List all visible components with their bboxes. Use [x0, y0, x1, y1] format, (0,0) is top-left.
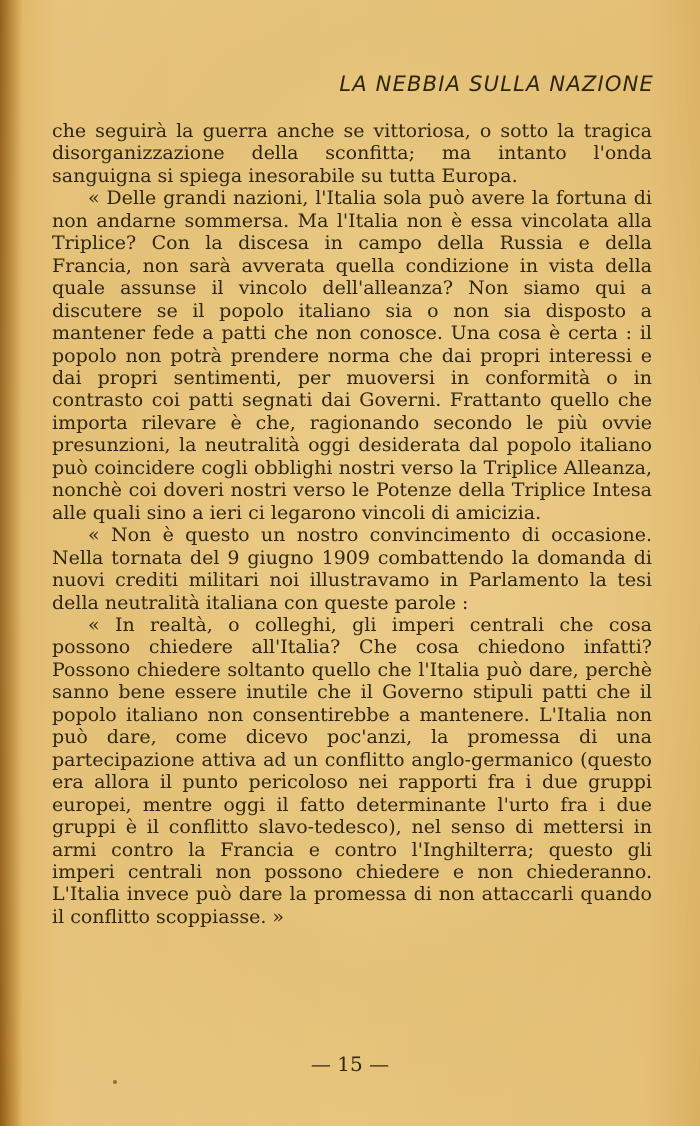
paragraph-3: « Non è questo un nostro convincimento di occasione. Nella tornata del 9 giugno 1909 combattendo la domanda di nuovi crediti militari noi illustravamo in Parlamento la tesi della neutralità italiana con queste parole : [52, 524, 652, 614]
paper-speck [113, 1080, 117, 1084]
paragraph-1: che seguirà la guerra anche se vittoriosa, o sotto la tragica disorganizzazione della sconfitta; ma intanto l'onda sanguigna si spiega inesorabile su tutta Europa. [52, 120, 652, 187]
spine-shadow [0, 0, 22, 1126]
paragraph-2: « Delle grandi nazioni, l'Italia sola può avere la fortuna di non andarne sommersa. Ma l'Italia non è essa vincolata alla Triplice? Con la discesa in campo della Russia e della Francia, non sarà avverata quella condizione in vista della quale assunse il vincolo dell'alleanza? Non siamo qui a discutere se il popolo italiano sia o non sia disposto a mantener fede a patti che non conosce. Una cosa è certa : il popolo non potrà prendere norma che dai propri interessi e dai propri sentimenti, per muoversi in conformità o in contrasto coi patti segnati dai Governi. Frattanto quello che importa rilevare è che, ragionando secondo le più ovvie presunzioni, la neutralità oggi desiderata dal popolo italiano può coincidere cogli obblighi nostri verso la Triplice Alleanza, nonchè coi doveri nostri verso le Potenze della Triplice Intesa alle quali sino a ieri ci legarono vincoli di amicizia. [52, 187, 652, 524]
paragraph-4: « In realtà, o colleghi, gli imperi centrali che cosa possono chiedere all'Italia? Che cosa chiedono infatti? Possono chiedere soltanto quello che l'Italia può dare, perchè sanno bene essere inutile che il Governo stipuli patti che il popolo italiano non consentirebbe a mantenere. L'Italia non può dare, come dicevo poc'anzi, la promessa di una partecipazione attiva ad un conflitto anglo-germanico (questo era allora il punto pericoloso nei rapporti fra i due gruppi europei, mentre oggi il fatto determinante l'urto fra i due gruppi è il conflitto slavo-tedesco), nel senso di mettersi in armi contro la Francia e contro l'Inghilterra; questo gli imperi centrali non possono chiedere e non chiederanno. L'Italia invece può dare la promessa di non attaccarli quando il conflitto scoppiasse. » [52, 613, 652, 928]
page-number: — 15 — [310, 1052, 390, 1076]
body-text [52, 120, 652, 928]
running-head: LA NEBBIA SULLA NAZIONE [339, 72, 654, 96]
